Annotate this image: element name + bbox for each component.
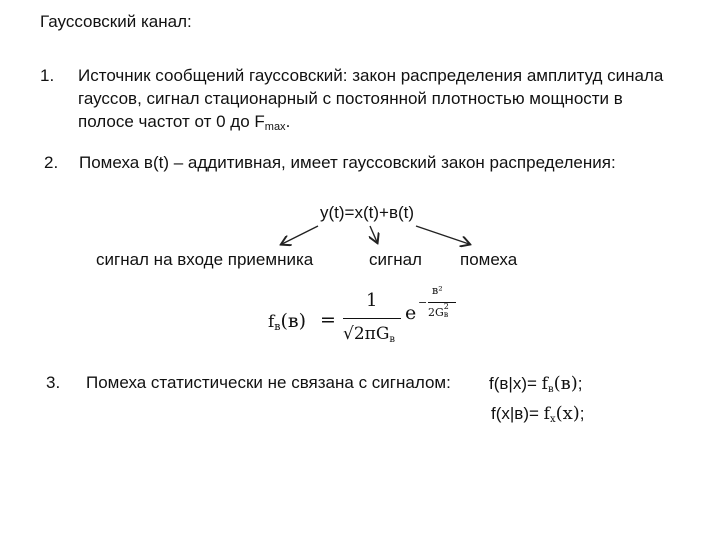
formula-lhs [268, 310, 306, 333]
item-1-line-2: гауссов, сигнал стационарный с постоянной плотностью мощности в [78, 89, 623, 108]
formula-f-subscript: в [274, 320, 281, 333]
formula-denominator-sub: в [389, 334, 396, 345]
item-1-number: 1. [40, 66, 55, 85]
label-receiver-input: сигнал на входе приемника [96, 250, 314, 269]
fmax-subscript: max [264, 121, 286, 133]
formula-arg: (в) [280, 310, 307, 332]
relation-1-end: ; [577, 374, 583, 393]
item-1-line-3-end: . [285, 112, 291, 131]
formula-exp-minus: − [418, 296, 428, 309]
relation-1-arg: (в) [553, 373, 578, 394]
formula-exp-numerator: в² [432, 284, 443, 297]
relation-1 [489, 373, 583, 395]
label-signal: сигнал [369, 250, 422, 269]
item-3-text: Помеха статистически не связана с сигналом: [86, 373, 451, 392]
formula-exp-den-scripts [444, 303, 449, 319]
formula-denominator-main: √2πG [343, 324, 390, 344]
formula-numerator: 1 [366, 290, 378, 311]
arrow-to-input [282, 226, 318, 244]
formula-fraction-bar [343, 318, 401, 319]
arrow-to-signal [370, 226, 377, 242]
item-3-number: 3. [46, 373, 61, 392]
formula-exp-den-main: 2G [428, 306, 444, 319]
relation-2-arg: (x) [555, 403, 580, 424]
relation-2 [491, 403, 585, 425]
relation-1-f: f [541, 374, 548, 394]
arrow-to-noise [416, 226, 469, 244]
item-2-line-1: Помеха в(t) – аддитивная, имеет гауссовский закон распределения: [79, 153, 616, 172]
relation-2-f: f [543, 404, 550, 424]
item-1-line-1: Источник сообщений гауссовский: закон распределения амплитуд синала [78, 66, 664, 85]
formula-f: f [268, 312, 275, 332]
item-2-number: 2. [44, 153, 59, 172]
relation-2-sub: x [549, 414, 556, 425]
relation-1-sub: в [547, 384, 554, 395]
formula-exp-den-sup: 2 [443, 302, 449, 311]
noise-equation: y(t)=x(t)+в(t) [320, 203, 415, 222]
relation-1-lhs: f(в|x)= [489, 374, 537, 393]
relation-2-lhs: f(x|в)= [491, 404, 539, 423]
item-1-line-3-text: полосе частот от 0 до F [78, 112, 265, 131]
formula-exp-den-sub: в [443, 310, 449, 319]
relation-2-end: ; [579, 404, 585, 423]
formula-equals: = [320, 309, 336, 331]
formula-exp-denominator [428, 303, 449, 319]
label-noise: помеха [460, 250, 518, 269]
formula-denominator [343, 324, 395, 345]
page-title: Гауссовский канал: [40, 12, 192, 31]
formula-e: e [405, 302, 417, 324]
